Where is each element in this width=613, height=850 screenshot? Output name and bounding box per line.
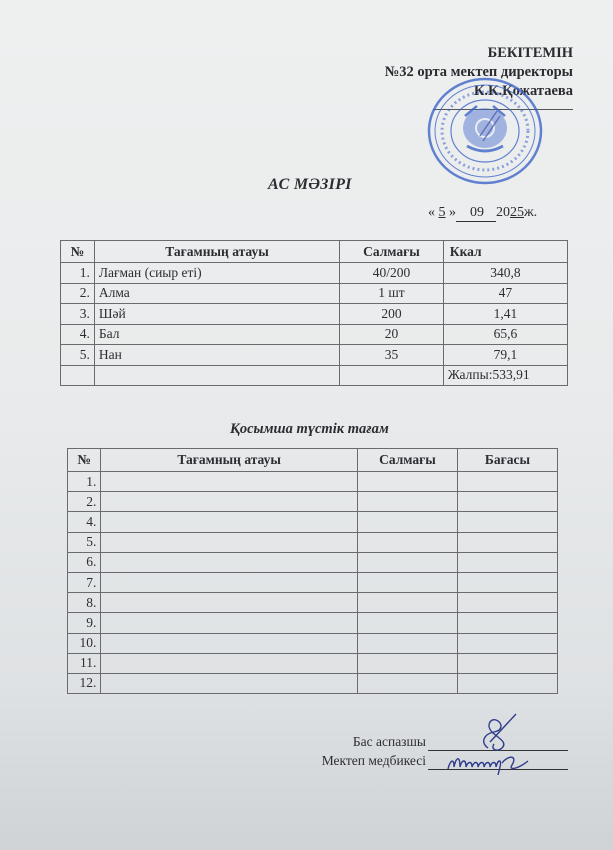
header-price: Бағасы [457, 449, 557, 472]
dish-weight: 200 [340, 304, 444, 325]
header-weight: Салмағы [357, 449, 457, 472]
row-number: 4. [68, 512, 101, 532]
official-seal-icon [425, 76, 545, 186]
weight-cell[interactable] [357, 492, 457, 512]
row-number: 9. [68, 613, 101, 633]
weight-cell[interactable] [357, 532, 457, 552]
header-dish-name: Тағамның атауы [94, 241, 339, 263]
dish-name-cell[interactable] [101, 593, 358, 613]
extra-section-title: Қосымша түстік тағам [230, 421, 389, 437]
total-empty-cell [94, 365, 339, 386]
row-number: 3. [61, 304, 95, 325]
price-cell[interactable] [457, 593, 557, 613]
row-number: 5. [61, 345, 95, 366]
row-number: 2. [68, 492, 101, 512]
row-number: 1. [61, 263, 95, 284]
weight-cell[interactable] [357, 552, 457, 572]
price-cell[interactable] [457, 572, 557, 592]
nurse-signature-row [322, 751, 568, 770]
document-date [428, 205, 537, 222]
table-row [68, 552, 558, 572]
row-number: 4. [61, 324, 95, 345]
dish-kcal: 65,6 [443, 324, 567, 345]
row-number: 7. [68, 572, 101, 592]
table-row [61, 345, 568, 366]
approval-position: №32 орта мектеп директоры [384, 64, 573, 80]
nurse-signature-icon [428, 733, 568, 775]
dish-kcal: 1,41 [443, 304, 567, 325]
table-row [68, 512, 558, 532]
date-year-suffix: 25 [510, 205, 524, 220]
dish-name-cell[interactable] [101, 552, 358, 572]
table-row [68, 673, 558, 693]
row-number: 2. [61, 283, 95, 304]
price-cell[interactable] [457, 633, 557, 653]
price-cell[interactable] [457, 512, 557, 532]
signatures-block [322, 732, 568, 770]
weight-cell[interactable] [357, 512, 457, 532]
table-row [68, 653, 558, 673]
table-row [68, 613, 558, 633]
dish-kcal: 340,8 [443, 263, 567, 284]
weight-cell[interactable] [357, 653, 457, 673]
dish-name-cell[interactable] [101, 532, 358, 552]
dish-name: Нан [94, 345, 339, 366]
price-cell[interactable] [457, 613, 557, 633]
dish-name-cell[interactable] [101, 572, 358, 592]
total-row [61, 365, 568, 386]
dish-name-cell[interactable] [101, 673, 358, 693]
extra-dishes-table [67, 448, 558, 694]
chef-label: Бас аспазшы [352, 734, 426, 749]
nurse-signature-line[interactable] [428, 753, 568, 770]
price-cell[interactable] [457, 532, 557, 552]
date-quote-open: « [428, 205, 435, 220]
dish-weight: 35 [340, 345, 444, 366]
row-number: 8. [68, 593, 101, 613]
dish-name: Бал [94, 324, 339, 345]
dish-weight: 1 шт [340, 283, 444, 304]
table-row [68, 532, 558, 552]
dish-name-cell[interactable] [101, 472, 358, 492]
table-row [61, 263, 568, 284]
table-row [61, 283, 568, 304]
dish-name-cell[interactable] [101, 512, 358, 532]
header-kcal: Ккал [443, 241, 567, 263]
menu-table-header [61, 241, 568, 263]
weight-cell[interactable] [357, 472, 457, 492]
table-row [68, 572, 558, 592]
header-dish-name: Тағамның атауы [101, 449, 358, 472]
row-number: 12. [68, 673, 101, 693]
dish-name: Лағман (сиыр еті) [94, 263, 339, 284]
weight-cell[interactable] [357, 593, 457, 613]
row-number: 10. [68, 633, 101, 653]
date-day: 5 [438, 205, 446, 220]
dish-name-cell[interactable] [101, 613, 358, 633]
header-number: № [68, 449, 101, 472]
table-row [61, 304, 568, 325]
approval-title: БЕКІТЕМІН [487, 45, 573, 61]
dish-kcal: 47 [443, 283, 567, 304]
extra-table-header [68, 449, 558, 472]
date-month: 09 [456, 205, 496, 222]
total-empty-cell [61, 365, 95, 386]
table-row [61, 324, 568, 345]
approval-name: К.К.Қожатаева [473, 83, 573, 99]
dish-name-cell[interactable] [101, 492, 358, 512]
header-weight: Салмағы [340, 241, 444, 263]
dish-name: Алма [94, 283, 339, 304]
header-number: № [61, 241, 95, 263]
table-row [68, 633, 558, 653]
total-empty-cell [340, 365, 444, 386]
weight-cell[interactable] [357, 673, 457, 693]
table-row [68, 472, 558, 492]
dish-weight: 40/200 [340, 263, 444, 284]
weight-cell[interactable] [357, 572, 457, 592]
nurse-label: Мектеп медбикесі [321, 753, 426, 768]
price-cell[interactable] [457, 492, 557, 512]
page-title: АС МӘЗІРІ [268, 176, 352, 193]
dish-weight: 20 [340, 324, 444, 345]
date-year-end: ж. [524, 205, 538, 220]
weight-cell[interactable] [357, 633, 457, 653]
row-number: 5. [68, 532, 101, 552]
row-number: 1. [68, 472, 101, 492]
menu-table [60, 240, 568, 386]
table-row [68, 492, 558, 512]
row-number: 11. [68, 653, 101, 673]
price-cell[interactable] [457, 653, 557, 673]
dish-name-cell[interactable] [101, 653, 358, 673]
dish-name-cell[interactable] [101, 633, 358, 653]
row-number: 6. [68, 552, 101, 572]
date-year-prefix: 20 [496, 205, 510, 220]
price-cell[interactable] [457, 552, 557, 572]
weight-cell[interactable] [357, 613, 457, 633]
dish-name: Шәй [94, 304, 339, 325]
price-cell[interactable] [457, 472, 557, 492]
total-kcal: Жалпы:533,91 [443, 365, 567, 386]
table-row [68, 593, 558, 613]
date-quote-close: » [449, 205, 456, 220]
price-cell[interactable] [457, 673, 557, 693]
dish-kcal: 79,1 [443, 345, 567, 366]
